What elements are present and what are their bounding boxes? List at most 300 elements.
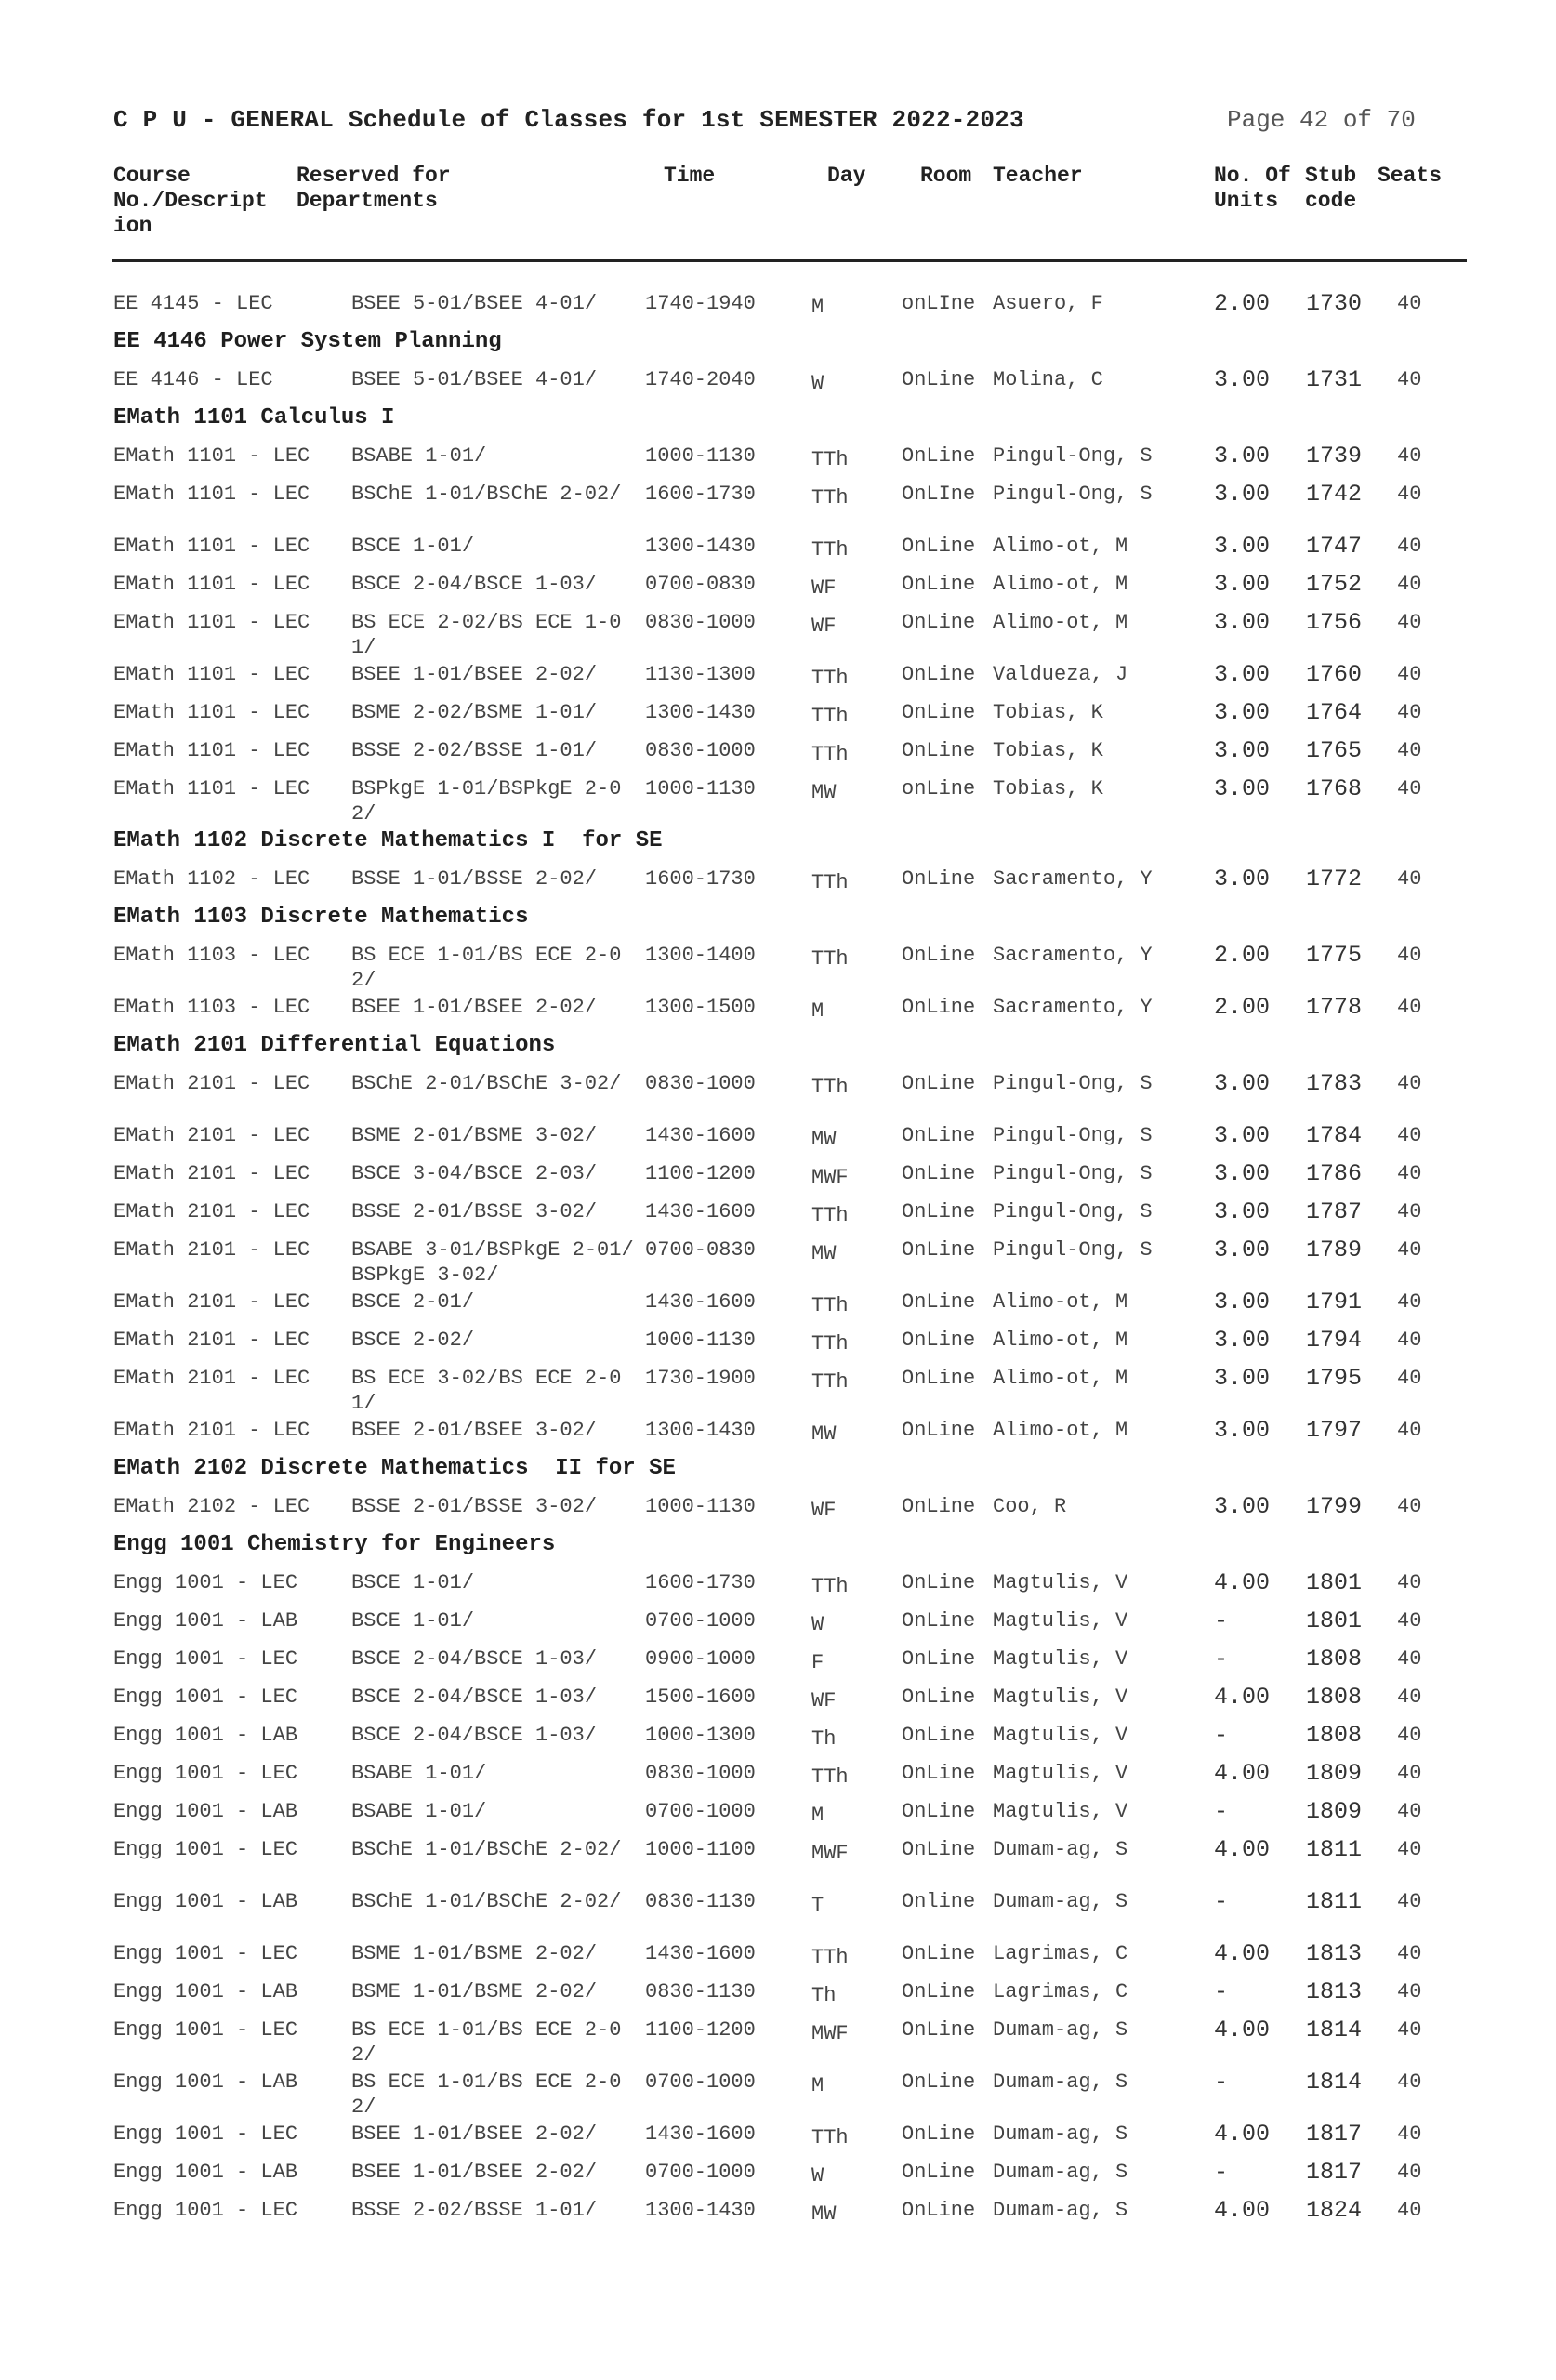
units-cell: - — [1214, 2159, 1229, 2186]
day-cell: TTh — [811, 2126, 849, 2149]
time-cell: 0700-0830 — [645, 573, 756, 596]
table-row — [0, 1280, 1556, 1318]
units-cell: 3.00 — [1214, 366, 1271, 393]
column-header-stub: Stub code — [1305, 164, 1357, 213]
course-code-cell: EMath 1103 - LEC — [113, 944, 310, 967]
reserved-departments-cell: BSChE 2-01/BSChE 3-02/ — [351, 1072, 622, 1095]
room-cell: OnLine — [902, 1238, 976, 1262]
seats-cell: 40 — [1397, 663, 1422, 686]
units-cell: 3.00 — [1214, 699, 1271, 726]
course-code-cell: EMath 2101 - LEC — [113, 1238, 310, 1262]
reserved-departments-cell: BS ECE 1-01/BS ECE 2-02/ — [351, 2070, 622, 2119]
day-cell: TTh — [811, 486, 849, 509]
units-cell: - — [1214, 2069, 1229, 2096]
time-cell: 0830-1000 — [645, 1762, 756, 1785]
seats-cell: 40 — [1397, 1980, 1422, 2003]
room-cell: OnLine — [902, 996, 976, 1019]
room-cell: OnLine — [902, 1162, 976, 1185]
time-cell: 1130-1300 — [645, 663, 756, 686]
day-cell: MWF — [811, 1842, 849, 1865]
reserved-departments-cell: BSCE 2-04/BSCE 1-03/ — [351, 1647, 598, 1671]
course-code-cell: EMath 1101 - LEC — [113, 483, 310, 506]
units-cell: 4.00 — [1214, 2121, 1271, 2148]
stub-code-cell: 1789 — [1306, 1236, 1363, 1263]
course-group-label: EMath 1103 Discrete Mathematics — [113, 905, 529, 930]
stub-code-cell: 1791 — [1306, 1289, 1363, 1316]
table-row — [0, 1561, 1556, 1599]
time-cell: 1730-1900 — [645, 1367, 756, 1390]
reserved-departments-cell: BSCE 1-01/ — [351, 1571, 475, 1594]
room-cell: OnLine — [902, 2161, 976, 2184]
teacher-cell: Sacramento, Y — [993, 867, 1153, 891]
seats-cell: 40 — [1397, 1838, 1422, 1861]
stub-code-cell: 1801 — [1306, 1607, 1363, 1634]
course-code-cell: EMath 2101 - LEC — [113, 1162, 310, 1185]
stub-code-cell: 1811 — [1306, 1836, 1363, 1863]
units-cell: 3.00 — [1214, 571, 1271, 598]
stub-code-cell: 1772 — [1306, 866, 1363, 892]
stub-code-cell: 1747 — [1306, 533, 1363, 560]
stub-code-cell: 1765 — [1306, 737, 1363, 764]
reserved-departments-cell: BSEE 5-01/BSEE 4-01/ — [351, 292, 598, 315]
day-cell: TTh — [811, 1332, 849, 1355]
units-cell: 3.00 — [1214, 1289, 1271, 1316]
course-code-cell: EMath 2101 - LEC — [113, 1290, 310, 1314]
stub-code-cell: 1814 — [1306, 2016, 1363, 2043]
day-cell: WF — [811, 1499, 837, 1522]
units-cell: 4.00 — [1214, 1760, 1271, 1787]
seats-cell: 40 — [1397, 1290, 1422, 1314]
schedule-table — [0, 282, 1556, 2227]
table-row — [0, 282, 1556, 320]
room-cell: OnLine — [902, 1571, 976, 1594]
room-cell: OnLIne — [902, 483, 976, 506]
course-code-cell: EMath 2101 - LEC — [113, 1419, 310, 1442]
reserved-departments-cell: BSCE 2-04/BSCE 1-03/ — [351, 1686, 598, 1709]
stub-code-cell: 1813 — [1306, 1978, 1363, 2005]
room-cell: OnLine — [902, 444, 976, 468]
seats-cell: 40 — [1397, 1890, 1422, 1913]
table-row — [0, 601, 1556, 659]
seats-cell: 40 — [1397, 368, 1422, 391]
stub-code-cell: 1742 — [1306, 481, 1363, 508]
time-cell: 1000-1130 — [645, 444, 756, 468]
table-row — [0, 358, 1556, 396]
teacher-cell: Tobias, K — [993, 777, 1103, 800]
teacher-cell: Alimo-ot, M — [993, 1290, 1128, 1314]
units-cell: 3.00 — [1214, 533, 1271, 560]
teacher-cell: Alimo-ot, M — [993, 573, 1128, 596]
reserved-departments-cell: BSSE 2-02/BSSE 1-01/ — [351, 2199, 598, 2222]
seats-cell: 40 — [1397, 1647, 1422, 1671]
seats-cell: 40 — [1397, 1609, 1422, 1633]
units-cell: 3.00 — [1214, 1070, 1271, 1097]
seats-cell: 40 — [1397, 701, 1422, 724]
reserved-departments-cell: BSCE 3-04/BSCE 2-03/ — [351, 1162, 598, 1185]
day-cell: WF — [811, 1689, 837, 1712]
room-cell: OnLine — [902, 1942, 976, 1965]
room-cell: OnLine — [902, 573, 976, 596]
teacher-cell: Magtulis, V — [993, 1609, 1128, 1633]
time-cell: 1000-1130 — [645, 1329, 756, 1352]
course-code-cell: EMath 1101 - LEC — [113, 701, 310, 724]
stub-code-cell: 1756 — [1306, 609, 1363, 636]
room-cell: OnLine — [902, 1647, 976, 1671]
column-header-course: Course No./Descript ion — [113, 164, 268, 238]
time-cell: 1600-1730 — [645, 483, 756, 506]
day-cell: TTh — [811, 1765, 849, 1789]
seats-cell: 40 — [1397, 2018, 1422, 2042]
units-cell: 4.00 — [1214, 2016, 1271, 2043]
day-cell: TTh — [811, 667, 849, 690]
units-cell: 4.00 — [1214, 2197, 1271, 2224]
table-row — [0, 1152, 1556, 1190]
course-code-cell: EMath 1101 - LEC — [113, 777, 310, 800]
course-code-cell: EMath 1102 - LEC — [113, 867, 310, 891]
seats-cell: 40 — [1397, 573, 1422, 596]
teacher-cell: Alimo-ot, M — [993, 1367, 1128, 1390]
table-row — [0, 524, 1556, 562]
seats-cell: 40 — [1397, 1072, 1422, 1095]
room-cell: Online — [902, 1890, 976, 1913]
units-cell: - — [1214, 1607, 1229, 1634]
stub-code-cell: 1786 — [1306, 1160, 1363, 1187]
day-cell: M — [811, 2074, 824, 2097]
reserved-departments-cell: BSEE 2-01/BSEE 3-02/ — [351, 1419, 598, 1442]
course-code-cell: EMath 2101 - LEC — [113, 1200, 310, 1223]
day-cell: MW — [811, 781, 837, 804]
day-cell: MWF — [811, 1166, 849, 1189]
reserved-departments-cell: BSEE 1-01/BSEE 2-02/ — [351, 2161, 598, 2184]
day-cell: MWF — [811, 2022, 849, 2045]
teacher-cell: Magtulis, V — [993, 1571, 1128, 1594]
teacher-cell: Dumam-ag, S — [993, 2018, 1128, 2042]
seats-cell: 40 — [1397, 1419, 1422, 1442]
table-row — [0, 1790, 1556, 1828]
course-code-cell: EE 4146 - LEC — [113, 368, 273, 391]
page-number: Page 42 of 70 — [1227, 106, 1416, 134]
units-cell: - — [1214, 1722, 1229, 1749]
stub-code-cell: 1797 — [1306, 1417, 1363, 1444]
time-cell: 0700-1000 — [645, 2161, 756, 2184]
teacher-cell: Dumam-ag, S — [993, 2161, 1128, 2184]
seats-cell: 40 — [1397, 1762, 1422, 1785]
document-title: C P U - GENERAL Schedule of Classes for 1st SEMESTER 2022-2023 — [113, 106, 1024, 134]
course-code-cell: Engg 1001 - LEC — [113, 2018, 298, 2042]
course-code-cell: Engg 1001 - LEC — [113, 1942, 298, 1965]
time-cell: 1740-2040 — [645, 368, 756, 391]
units-cell: 3.00 — [1214, 609, 1271, 636]
course-group-label: Engg 1001 Chemistry for Engineers — [113, 1532, 556, 1557]
course-group-label: EMath 2102 Discrete Mathematics II for SE — [113, 1456, 676, 1481]
course-code-cell: EMath 2101 - LEC — [113, 1124, 310, 1147]
units-cell: 3.00 — [1214, 866, 1271, 892]
column-header-room: Room — [920, 164, 972, 188]
course-code-cell: Engg 1001 - LEC — [113, 2122, 298, 2146]
teacher-cell: Dumam-ag, S — [993, 2070, 1128, 2094]
course-code-cell: EE 4145 - LEC — [113, 292, 273, 315]
course-code-cell: EMath 1101 - LEC — [113, 663, 310, 686]
teacher-cell: Pingul-Ong, S — [993, 1162, 1153, 1185]
time-cell: 1100-1200 — [645, 2018, 756, 2042]
table-row — [0, 2060, 1556, 2119]
units-cell: 3.00 — [1214, 1122, 1271, 1149]
stub-code-cell: 1799 — [1306, 1493, 1363, 1520]
course-code-cell: EMath 2101 - LEC — [113, 1329, 310, 1352]
stub-code-cell: 1817 — [1306, 2159, 1363, 2186]
table-row — [0, 1062, 1556, 1114]
room-cell: OnLine — [902, 1290, 976, 1314]
stub-code-cell: 1811 — [1306, 1888, 1363, 1915]
time-cell: 0900-1000 — [645, 1647, 756, 1671]
time-cell: 0830-1000 — [645, 1072, 756, 1095]
time-cell: 0700-0830 — [645, 1238, 756, 1262]
column-header-reserved: Reserved for Departments — [297, 164, 451, 213]
reserved-departments-cell: BSABE 1-01/ — [351, 1800, 487, 1823]
teacher-cell: Alimo-ot, M — [993, 535, 1128, 558]
units-cell: 3.00 — [1214, 737, 1271, 764]
teacher-cell: Magtulis, V — [993, 1647, 1128, 1671]
table-row — [0, 2150, 1556, 2188]
table-row — [0, 472, 1556, 524]
day-cell: MW — [811, 1242, 837, 1265]
course-code-cell: EMath 2101 - LEC — [113, 1072, 310, 1095]
room-cell: OnLine — [902, 867, 976, 891]
course-code-cell: Engg 1001 - LEC — [113, 1647, 298, 1671]
units-cell: 3.00 — [1214, 1236, 1271, 1263]
reserved-departments-cell: BSCE 2-02/ — [351, 1329, 475, 1352]
seats-cell: 40 — [1397, 1800, 1422, 1823]
teacher-cell: Pingul-Ong, S — [993, 1200, 1153, 1223]
room-cell: OnLine — [902, 2018, 976, 2042]
time-cell: 0700-1000 — [645, 2070, 756, 2094]
day-cell: TTh — [811, 448, 849, 471]
stub-code-cell: 1778 — [1306, 994, 1363, 1021]
course-code-cell: EMath 1101 - LEC — [113, 573, 310, 596]
day-cell: TTh — [811, 538, 849, 562]
stub-code-cell: 1808 — [1306, 1722, 1363, 1749]
day-cell: MW — [811, 1128, 837, 1151]
stub-code-cell: 1775 — [1306, 942, 1363, 969]
time-cell: 1000-1300 — [645, 1724, 756, 1747]
time-cell: 0700-1000 — [645, 1800, 756, 1823]
stub-code-cell: 1795 — [1306, 1365, 1363, 1392]
reserved-departments-cell: BSME 1-01/BSME 2-02/ — [351, 1980, 598, 2003]
time-cell: 1430-1600 — [645, 1942, 756, 1965]
course-code-cell: EMath 1103 - LEC — [113, 996, 310, 1019]
time-cell: 0830-1000 — [645, 611, 756, 634]
teacher-cell: Magtulis, V — [993, 1686, 1128, 1709]
teacher-cell: Sacramento, Y — [993, 996, 1153, 1019]
room-cell: OnLine — [902, 2122, 976, 2146]
units-cell: 2.00 — [1214, 994, 1271, 1021]
room-cell: OnLine — [902, 701, 976, 724]
day-cell: WF — [811, 576, 837, 600]
course-group-title — [0, 819, 1556, 857]
seats-cell: 40 — [1397, 2122, 1422, 2146]
time-cell: 1100-1200 — [645, 1162, 756, 1185]
room-cell: onLine — [902, 777, 976, 800]
room-cell: onLIne — [902, 292, 976, 315]
stub-code-cell: 1730 — [1306, 290, 1363, 317]
table-row — [0, 691, 1556, 729]
teacher-cell: Pingul-Ong, S — [993, 444, 1153, 468]
seats-cell: 40 — [1397, 611, 1422, 634]
room-cell: OnLine — [902, 1609, 976, 1633]
day-cell: TTh — [811, 705, 849, 728]
seats-cell: 40 — [1397, 1329, 1422, 1352]
reserved-departments-cell: BSCE 1-01/ — [351, 535, 475, 558]
units-cell: 4.00 — [1214, 1836, 1271, 1863]
course-code-cell: EMath 1101 - LEC — [113, 739, 310, 762]
room-cell: OnLine — [902, 1838, 976, 1861]
seats-cell: 40 — [1397, 2070, 1422, 2094]
stub-code-cell: 1752 — [1306, 571, 1363, 598]
day-cell: TTh — [811, 1370, 849, 1394]
room-cell: OnLine — [902, 2199, 976, 2222]
units-cell: 3.00 — [1214, 481, 1271, 508]
teacher-cell: Magtulis, V — [993, 1762, 1128, 1785]
table-row — [0, 933, 1556, 992]
reserved-departments-cell: BSSE 1-01/BSSE 2-02/ — [351, 867, 598, 891]
time-cell: 0700-1000 — [645, 1609, 756, 1633]
time-cell: 1300-1500 — [645, 996, 756, 1019]
course-group-label: EE 4146 Power System Planning — [113, 329, 502, 354]
time-cell: 1000-1130 — [645, 777, 756, 800]
stub-code-cell: 1739 — [1306, 443, 1363, 469]
teacher-cell: Pingul-Ong, S — [993, 1124, 1153, 1147]
table-row — [0, 1932, 1556, 1970]
stub-code-cell: 1817 — [1306, 2121, 1363, 2148]
stub-code-cell: 1784 — [1306, 1122, 1363, 1149]
reserved-departments-cell: BS ECE 2-02/BS ECE 1-01/ — [351, 611, 622, 659]
table-row — [0, 2008, 1556, 2067]
units-cell: 4.00 — [1214, 1569, 1271, 1596]
table-row — [0, 1356, 1556, 1415]
units-cell: - — [1214, 1978, 1229, 2005]
course-group-title — [0, 320, 1556, 358]
table-row — [0, 985, 1556, 1024]
stub-code-cell: 1809 — [1306, 1760, 1363, 1787]
table-row — [0, 562, 1556, 601]
reserved-departments-cell: BSME 2-02/BSME 1-01/ — [351, 701, 598, 724]
room-cell: OnLine — [902, 944, 976, 967]
room-cell: OnLine — [902, 1367, 976, 1390]
table-row — [0, 1713, 1556, 1752]
day-cell: TTh — [811, 1946, 849, 1969]
stub-code-cell: 1787 — [1306, 1198, 1363, 1225]
room-cell: OnLine — [902, 739, 976, 762]
day-cell: M — [811, 1804, 824, 1827]
teacher-cell: Alimo-ot, M — [993, 611, 1128, 634]
room-cell: OnLine — [902, 2070, 976, 2094]
seats-cell: 40 — [1397, 535, 1422, 558]
teacher-cell: Tobias, K — [993, 701, 1103, 724]
seats-cell: 40 — [1397, 739, 1422, 762]
time-cell: 1300-1430 — [645, 701, 756, 724]
reserved-departments-cell: BSABE 1-01/ — [351, 1762, 487, 1785]
course-group-title — [0, 396, 1556, 434]
reserved-departments-cell: BSEE 5-01/BSEE 4-01/ — [351, 368, 598, 391]
units-cell: 3.00 — [1214, 775, 1271, 802]
day-cell: T — [811, 1894, 824, 1917]
day-cell: TTh — [811, 743, 849, 766]
table-row — [0, 857, 1556, 895]
teacher-cell: Tobias, K — [993, 739, 1103, 762]
course-code-cell: Engg 1001 - LEC — [113, 1571, 298, 1594]
seats-cell: 40 — [1397, 1162, 1422, 1185]
room-cell: OnLine — [902, 535, 976, 558]
teacher-cell: Alimo-ot, M — [993, 1329, 1128, 1352]
day-cell: TTh — [811, 1204, 849, 1227]
time-cell: 1600-1730 — [645, 867, 756, 891]
course-code-cell: EMath 1101 - LEC — [113, 611, 310, 634]
teacher-cell: Dumam-ag, S — [993, 1890, 1128, 1913]
reserved-departments-cell: BSME 2-01/BSME 3-02/ — [351, 1124, 598, 1147]
stub-code-cell: 1814 — [1306, 2069, 1363, 2096]
seats-cell: 40 — [1397, 777, 1422, 800]
reserved-departments-cell: BSPkgE 1-01/BSPkgE 2-02/ — [351, 777, 622, 826]
day-cell: W — [811, 1613, 824, 1636]
day-cell: W — [811, 372, 824, 395]
stub-code-cell: 1801 — [1306, 1569, 1363, 1596]
units-cell: 2.00 — [1214, 290, 1271, 317]
room-cell: OnLine — [902, 1686, 976, 1709]
day-cell: MW — [811, 1422, 837, 1446]
header-divider — [112, 259, 1467, 262]
room-cell: OnLine — [902, 368, 976, 391]
time-cell: 1000-1100 — [645, 1838, 756, 1861]
day-cell: W — [811, 2164, 824, 2188]
day-cell: F — [811, 1651, 824, 1674]
time-cell: 0830-1130 — [645, 1980, 756, 2003]
course-code-cell: Engg 1001 - LEC — [113, 1686, 298, 1709]
course-code-cell: Engg 1001 - LAB — [113, 1724, 298, 1747]
reserved-departments-cell: BS ECE 1-01/BS ECE 2-02/ — [351, 944, 622, 992]
day-cell: TTh — [811, 1294, 849, 1317]
time-cell: 1430-1600 — [645, 1290, 756, 1314]
room-cell: OnLine — [902, 1980, 976, 2003]
units-cell: 3.00 — [1214, 661, 1271, 688]
reserved-departments-cell: BSSE 2-01/BSSE 3-02/ — [351, 1495, 598, 1518]
time-cell: 1300-1430 — [645, 1419, 756, 1442]
stub-code-cell: 1764 — [1306, 699, 1363, 726]
seats-cell: 40 — [1397, 1367, 1422, 1390]
teacher-cell: Valdueza, J — [993, 663, 1128, 686]
table-row — [0, 653, 1556, 691]
stub-code-cell: 1794 — [1306, 1327, 1363, 1354]
table-row — [0, 1828, 1556, 1880]
course-group-title — [0, 1523, 1556, 1561]
table-row — [0, 767, 1556, 826]
seats-cell: 40 — [1397, 944, 1422, 967]
time-cell: 1430-1600 — [645, 1124, 756, 1147]
course-code-cell: Engg 1001 - LAB — [113, 1609, 298, 1633]
course-group-title — [0, 1447, 1556, 1485]
reserved-departments-cell: BS ECE 1-01/BS ECE 2-02/ — [351, 2018, 622, 2067]
reserved-departments-cell: BSCE 2-04/BSCE 1-03/ — [351, 1724, 598, 1747]
room-cell: OnLine — [902, 1124, 976, 1147]
units-cell: 3.00 — [1214, 1198, 1271, 1225]
room-cell: OnLine — [902, 1072, 976, 1095]
seats-cell: 40 — [1397, 996, 1422, 1019]
day-cell: M — [811, 999, 824, 1023]
course-group-title — [0, 1024, 1556, 1062]
stub-code-cell: 1783 — [1306, 1070, 1363, 1097]
time-cell: 1600-1730 — [645, 1571, 756, 1594]
day-cell: WF — [811, 615, 837, 638]
column-header-day: Day — [827, 164, 866, 188]
